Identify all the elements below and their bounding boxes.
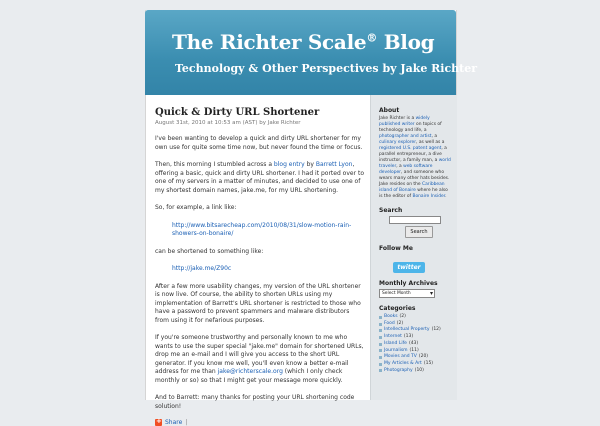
about-link-traveler[interactable]: world traveler bbox=[379, 158, 451, 169]
post-title[interactable]: Quick & Dirty URL Shortener bbox=[155, 107, 320, 118]
category-link[interactable]: Food bbox=[384, 320, 395, 326]
registered-mark: ® bbox=[366, 31, 378, 45]
blog-header bbox=[145, 10, 478, 95]
category-link[interactable]: Journalism bbox=[384, 347, 408, 353]
bullet-icon bbox=[379, 363, 382, 366]
share-bar bbox=[155, 419, 365, 426]
category-item: Island Life (43) bbox=[379, 341, 451, 348]
about-link-developer[interactable]: web software developer bbox=[379, 164, 433, 175]
categories-section bbox=[379, 305, 451, 374]
about-link-photographer[interactable]: photographer and artist bbox=[379, 134, 432, 139]
about-section bbox=[379, 107, 451, 200]
example-long-url bbox=[172, 222, 365, 239]
bullet-icon bbox=[379, 323, 382, 326]
post-paragraph: And to Barrett: many thanks for posting your URL shortening code solution! bbox=[155, 394, 355, 410]
about-link-writer[interactable]: widely published writer bbox=[379, 116, 430, 127]
category-item: My Articles & Art (15) bbox=[379, 361, 451, 368]
search-section bbox=[379, 207, 451, 238]
category-link[interactable]: Intellectual Property bbox=[384, 327, 430, 333]
about-link-culinary[interactable]: culinary explorer bbox=[379, 140, 417, 145]
post-paragraph: Then, this morning I stumbled across a blog entry by Barrett Lyon, offering a basic, quick and dirty URL shortener. I had it ported over to one of my servers in a matter of minutes, and decided to use one of my shortest domain names, jake.me, for my URL shortening. bbox=[155, 161, 364, 194]
month-select[interactable]: Select Month ▾ bbox=[379, 289, 435, 298]
category-link[interactable]: Books bbox=[384, 314, 398, 319]
blog-title[interactable]: The Richter Scale® Blog bbox=[172, 30, 435, 54]
category-item: Books (2) bbox=[379, 314, 451, 321]
post-paragraph: After a few more usability changes, my version of the URL shortener is now live. Of course, the ability to shorten URLs using my implementation of Barrett's URL shortener is restricted to those who have a password to prevent spammers and malware distributors from using it for nefarious purposes. bbox=[155, 282, 361, 324]
category-link[interactable]: Photography bbox=[384, 367, 413, 373]
twitter-icon[interactable]: twitter bbox=[393, 262, 425, 273]
about-text: Jake Richter is a widely published writer on topics of technology and life, a photographer and artist, a culinary explorer, as well as a registered U.S. patent agent, a parallel entrepreneur, a dive instructor, a family man, a world traveler, a web software developer, and someone who wears many other hats besides. Jake resides on the Caribbean island of Bonaire where he also is the editor of Bonaire Insider. bbox=[379, 116, 451, 199]
category-link[interactable]: Island Life bbox=[384, 340, 407, 346]
category-item: Journalism (11) bbox=[379, 348, 451, 355]
search-input[interactable] bbox=[389, 216, 441, 224]
bullet-icon bbox=[379, 329, 382, 332]
post bbox=[155, 107, 365, 426]
post-paragraph: If you're someone trustworthy and personally known to me who wants to use the super special "jake.me" domain for shortened URLs, drop me an e-mail and I will give you access to the short URL generator. If you know me well, you'll even know a better e-mail address for me than jake@richterscale.org (which I only check monthly or so) so that I might get your message more quickly. bbox=[155, 334, 364, 384]
share-link[interactable]: Share bbox=[165, 419, 183, 426]
archives-section bbox=[379, 280, 451, 298]
barrett-lyon-link[interactable]: Barrett Lyon bbox=[315, 161, 353, 168]
long-url-link[interactable]: http://www.bitsarecheap.com/2010/08/31/slow-motion-rain-showers-on-bonaire/ bbox=[172, 221, 352, 237]
category-item: Internet (13) bbox=[379, 334, 451, 341]
categories-heading: Categories bbox=[379, 305, 416, 312]
post-meta: August 31st, 2010 at 10:53 am (AST) by Jake Richter bbox=[155, 120, 301, 126]
category-link[interactable]: Internet bbox=[384, 334, 402, 340]
bullet-icon bbox=[379, 316, 382, 319]
email-link[interactable]: jake@richterscale.org bbox=[217, 368, 283, 375]
example-short-url bbox=[172, 265, 365, 274]
category-link[interactable]: Movies and TV bbox=[384, 354, 417, 360]
category-item: Intellectual Property (12) bbox=[379, 327, 451, 334]
post-paragraph: I've been wanting to develop a quick and dirty URL shortener for my own use for quite some time now, but never found the time or focus. bbox=[155, 135, 363, 151]
category-item: Movies and TV (20) bbox=[379, 354, 451, 361]
bullet-icon bbox=[379, 369, 382, 372]
category-item: Photography (10) bbox=[379, 368, 451, 375]
follow-section bbox=[379, 245, 451, 273]
share-separator: | bbox=[185, 419, 188, 426]
category-item: Food (2) bbox=[379, 321, 451, 328]
about-link-patent[interactable]: registered U.S. patent agent bbox=[379, 146, 442, 151]
search-button[interactable]: Search bbox=[405, 226, 433, 238]
bullet-icon bbox=[379, 336, 382, 339]
follow-heading: Follow Me bbox=[379, 245, 413, 252]
short-url-link[interactable]: http://jake.me/Z90c bbox=[172, 265, 232, 272]
post-paragraph: can be shortened to something like: bbox=[155, 247, 264, 255]
archives-heading: Monthly Archives bbox=[379, 280, 438, 287]
about-heading: About bbox=[379, 107, 400, 114]
bullet-icon bbox=[379, 356, 382, 359]
post-paragraph: So, for example, a link like: bbox=[155, 204, 237, 211]
category-link[interactable]: My Articles & Art bbox=[384, 360, 422, 366]
share-plus-icon[interactable] bbox=[155, 419, 162, 426]
blog-subtitle: Technology & Other Perspectives by Jake Richter bbox=[175, 62, 478, 75]
sidebar bbox=[370, 95, 457, 400]
blog-entry-link[interactable]: blog entry bbox=[273, 161, 305, 168]
bullet-icon bbox=[379, 349, 382, 352]
about-link-bonaire-insider[interactable]: Bonaire Insider bbox=[412, 194, 446, 199]
search-heading: Search bbox=[379, 207, 403, 214]
about-link-bonaire[interactable]: Caribbean island of Bonaire bbox=[379, 182, 445, 193]
bullet-icon bbox=[379, 343, 382, 346]
